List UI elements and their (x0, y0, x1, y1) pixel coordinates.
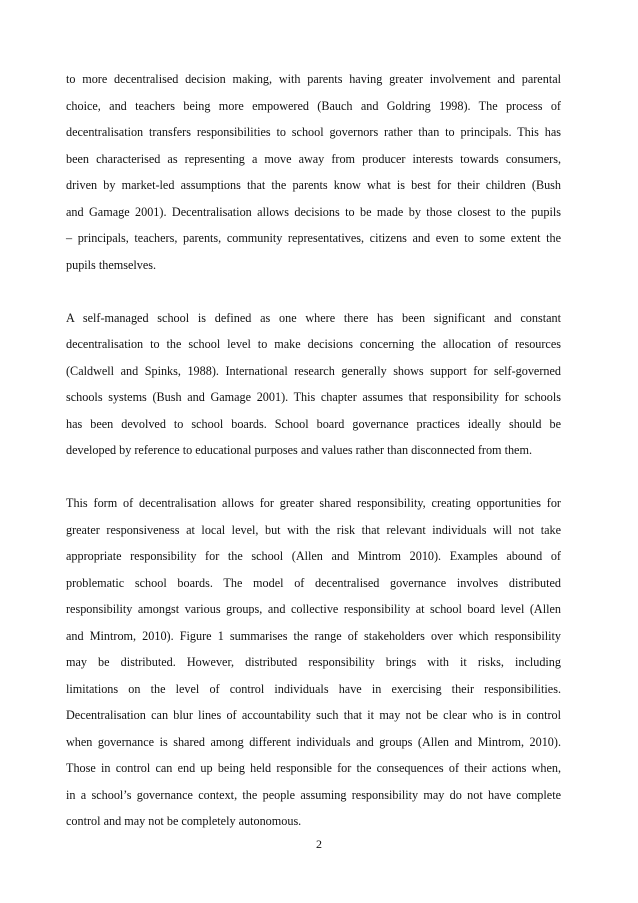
text-line: has been devolved to school boards. School board governance practices ideally should be (66, 416, 561, 431)
text-line: (Caldwell and Spinks, 1988). International research generally shows support for self-governed (66, 363, 561, 378)
text-line: – principals, teachers, parents, community representatives, citizens and even to some extent the (66, 231, 561, 245)
text-line: and Gamage 2001). Decentralisation allows decisions to be made by those closest to the pupils (66, 204, 561, 219)
text-line: problematic school boards. The model of decentralised governance involves distributed (66, 575, 561, 590)
text-line: pupils themselves. (66, 257, 157, 272)
text-line: Those in control can end up being held responsible for the consequences of their actions when, (66, 761, 561, 775)
text-line: schools systems (Bush and Gamage 2001). This chapter assumes that responsibility for schools (66, 390, 561, 404)
text-line: decentralisation transfers responsibilities to school governors rather than to principals. This has (66, 125, 561, 139)
text-line: limitations on the level of control individuals have in exercising their responsibilities. (66, 681, 561, 696)
text-line: may be distributed. However, distributed responsibility brings with it risks, including (66, 655, 561, 669)
text-line: decentralisation to the school level to make decisions concerning the allocation of resources (66, 337, 561, 351)
text-line: control and may not be completely autonomous. (66, 814, 302, 828)
text-line: developed by reference to educational purposes and values rather than disconnected from them. (66, 443, 532, 457)
text-line: been characterised as representing a move away from producer interests towards consumers, (66, 151, 561, 166)
text-line: choice, and teachers being more empowered (Bauch and Goldring 1998). The process of (66, 98, 561, 113)
text-line: in a school’s governance context, the people assuming responsibility may do not have complete (66, 787, 561, 802)
paragraph-3 (66, 490, 561, 835)
paragraph-1 (66, 66, 561, 278)
text-line: driven by market-led assumptions that the parents know what is best for their children (Bush (66, 178, 561, 192)
text-line: greater responsiveness at local level, but with the risk that relevant individuals will not take (66, 522, 561, 537)
text-line: A self-managed school is defined as one where there has been significant and constant (66, 310, 561, 325)
text-line: Decentralisation can blur lines of accountability such that it may not be clear who is in control (66, 708, 561, 722)
text-line: and Mintrom, 2010). Figure 1 summarises the range of stakeholders over which responsibility (66, 628, 561, 643)
body-text (66, 66, 561, 861)
text-line: This form of decentralisation allows for greater shared responsibility, creating opportunities for (66, 496, 561, 510)
text-line: when governance is shared among different individuals and groups (Allen and Mintrom, 2010). (66, 734, 561, 749)
paragraph-2 (66, 305, 561, 464)
text-line: to more decentralised decision making, with parents having greater involvement and parental (66, 72, 561, 86)
text-line: appropriate responsibility for the school (Allen and Mintrom 2010). Examples abound of (66, 549, 561, 563)
page-number: 2 (316, 837, 322, 851)
text-line: responsibility amongst various groups, and collective responsibility at school board level (Allen (66, 602, 561, 616)
